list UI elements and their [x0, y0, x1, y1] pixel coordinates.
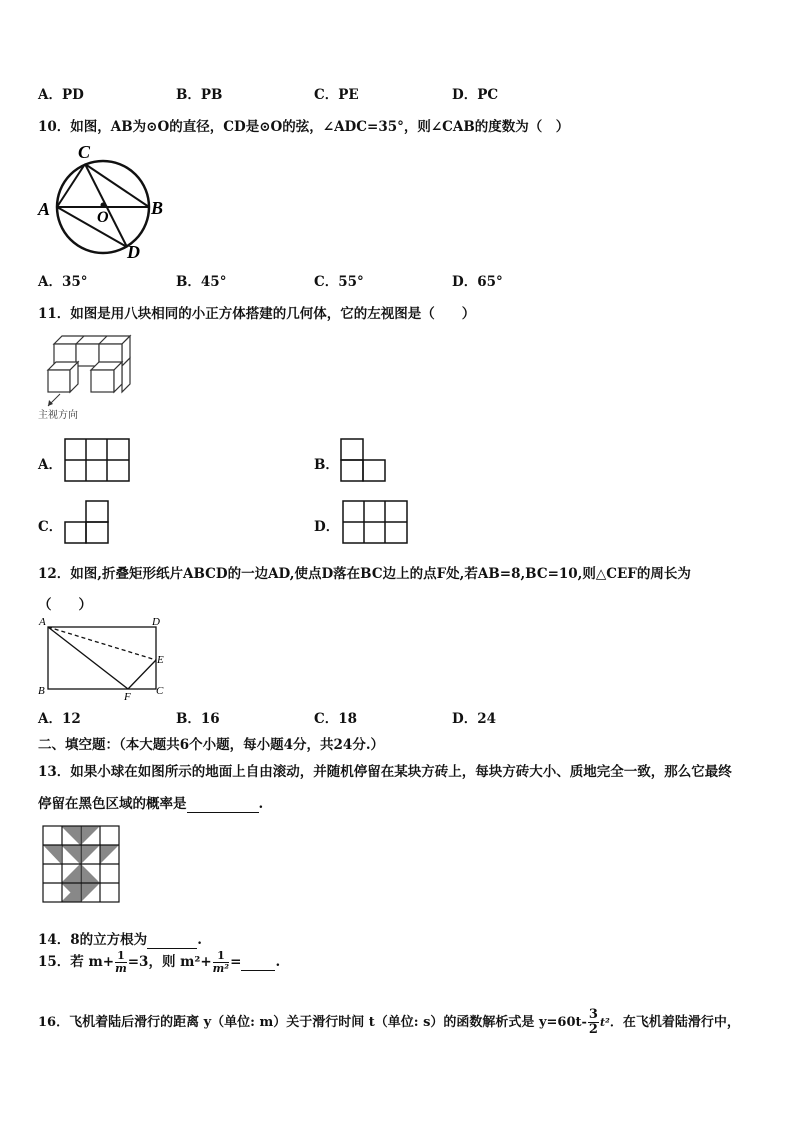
q16-frac-num: 3	[588, 1007, 598, 1022]
section2-heading: 二、填空题：（本大题共6个小题，每小题4分，共24分.）	[38, 737, 385, 753]
q16-tail: ．在飞机着陆滑行中，	[609, 1015, 740, 1030]
label-c: C	[78, 142, 91, 162]
q16-t-squared: t²	[599, 1016, 610, 1029]
q14-text: 14．8的立方根为	[38, 932, 148, 948]
label-a: A	[38, 199, 51, 219]
q11-option-d-letter: D．	[314, 519, 340, 535]
q12-option-c: C．18	[314, 711, 358, 727]
label-c: C	[156, 685, 164, 697]
q15	[38, 950, 280, 975]
q12-paren: （ ）	[38, 597, 92, 613]
q11-cube-figure	[38, 332, 138, 424]
q15-frac2-num: 1	[213, 950, 229, 963]
q15-frac-1	[115, 950, 127, 975]
q15-frac1-num: 1	[117, 949, 125, 962]
q16-text: 16．飞机着陆后滑行的距离 y（单位: m）关于滑行时间 t（单位: s）的函数解析式是 y=60t-	[38, 1015, 587, 1030]
q16	[38, 1008, 740, 1037]
q10-option-b: B．45°	[176, 274, 227, 290]
q14-end: .	[197, 932, 202, 948]
q16-frac	[588, 1008, 599, 1037]
q12-option-d: D．24	[452, 711, 496, 727]
q11-stem: 11．如图是用八块相同的小正方体搭建的几何体，它的左视图是（ ）	[38, 306, 476, 322]
q10-circle-figure	[35, 142, 170, 264]
q13-end: .	[258, 796, 264, 812]
q12-option-a: A．12	[38, 711, 81, 727]
q13-line2-text: 停留在黑色区域的概率是	[38, 796, 187, 812]
chord-cb	[85, 164, 149, 207]
q11-option-b-figure	[340, 438, 388, 484]
q10-option-a: A．35°	[38, 274, 88, 290]
fold-ae	[48, 627, 156, 660]
q11-option-b-letter: B．	[314, 457, 339, 473]
q9-option-c: C．PE	[314, 87, 359, 103]
q15-prefix: 15．若 m+	[38, 954, 115, 970]
label-b: B	[151, 198, 164, 218]
label-f: F	[124, 691, 131, 702]
label-b: B	[38, 685, 45, 697]
q15-mid: =3，则 m²+	[127, 954, 212, 970]
q16-frac-den: 2	[588, 1022, 598, 1037]
label-d: D	[152, 616, 160, 628]
q9-option-d: D．PC	[452, 87, 499, 103]
label-a: A	[39, 616, 46, 628]
q15-frac1-den: m	[115, 962, 127, 975]
q15-end: .	[275, 954, 281, 970]
q10-stem: 10．如图，AB为⊙O的直径，CD是⊙O的弦，∠ADC=35°，则∠CAB的度数为（ ）	[38, 119, 570, 135]
label-d: D	[127, 242, 140, 262]
label-o: O	[97, 209, 109, 226]
q13-line1: 13．如果小球在如图所示的地面上自由滚动，并随机停留在某块方砖上，每块方砖大小、质地完全一致，那么它最终	[38, 764, 732, 780]
q11-option-a-letter: A．	[38, 457, 62, 473]
q11-option-a-figure	[64, 438, 132, 484]
q13-tile-figure	[42, 825, 122, 905]
q12-rectangle-figure	[36, 614, 172, 702]
q12-stem: 12．如图,折叠矩形纸片ABCD的一边AD,使点D落在BC边上的点F处,若AB=8,BC=10,则△CEF的周长为	[38, 566, 691, 582]
q14	[38, 928, 202, 949]
q13-line2	[38, 792, 263, 813]
q10-option-c: C．55°	[314, 274, 364, 290]
q14-answer-blank	[147, 932, 197, 949]
q15-frac2-den: m²	[212, 962, 230, 975]
q11-option-d-figure	[342, 500, 410, 546]
view-direction-label: 主视方向	[38, 410, 78, 421]
label-e: E	[157, 654, 164, 666]
center-dot	[101, 203, 106, 208]
q9-option-a: A．PD	[38, 87, 84, 103]
q10-option-d: D．65°	[452, 274, 503, 290]
q9-option-b: B．PB	[176, 87, 223, 103]
q11-option-c-figure	[64, 500, 112, 546]
q15-frac-2	[213, 950, 229, 975]
q15-answer-blank	[241, 954, 275, 971]
q13-answer-blank	[187, 796, 259, 813]
q11-option-c-letter: C．	[38, 519, 63, 535]
q12-option-b: B．16	[176, 711, 220, 727]
fold-fe	[128, 660, 156, 689]
fold-af	[48, 627, 128, 689]
q15-suffix: =	[230, 954, 242, 970]
